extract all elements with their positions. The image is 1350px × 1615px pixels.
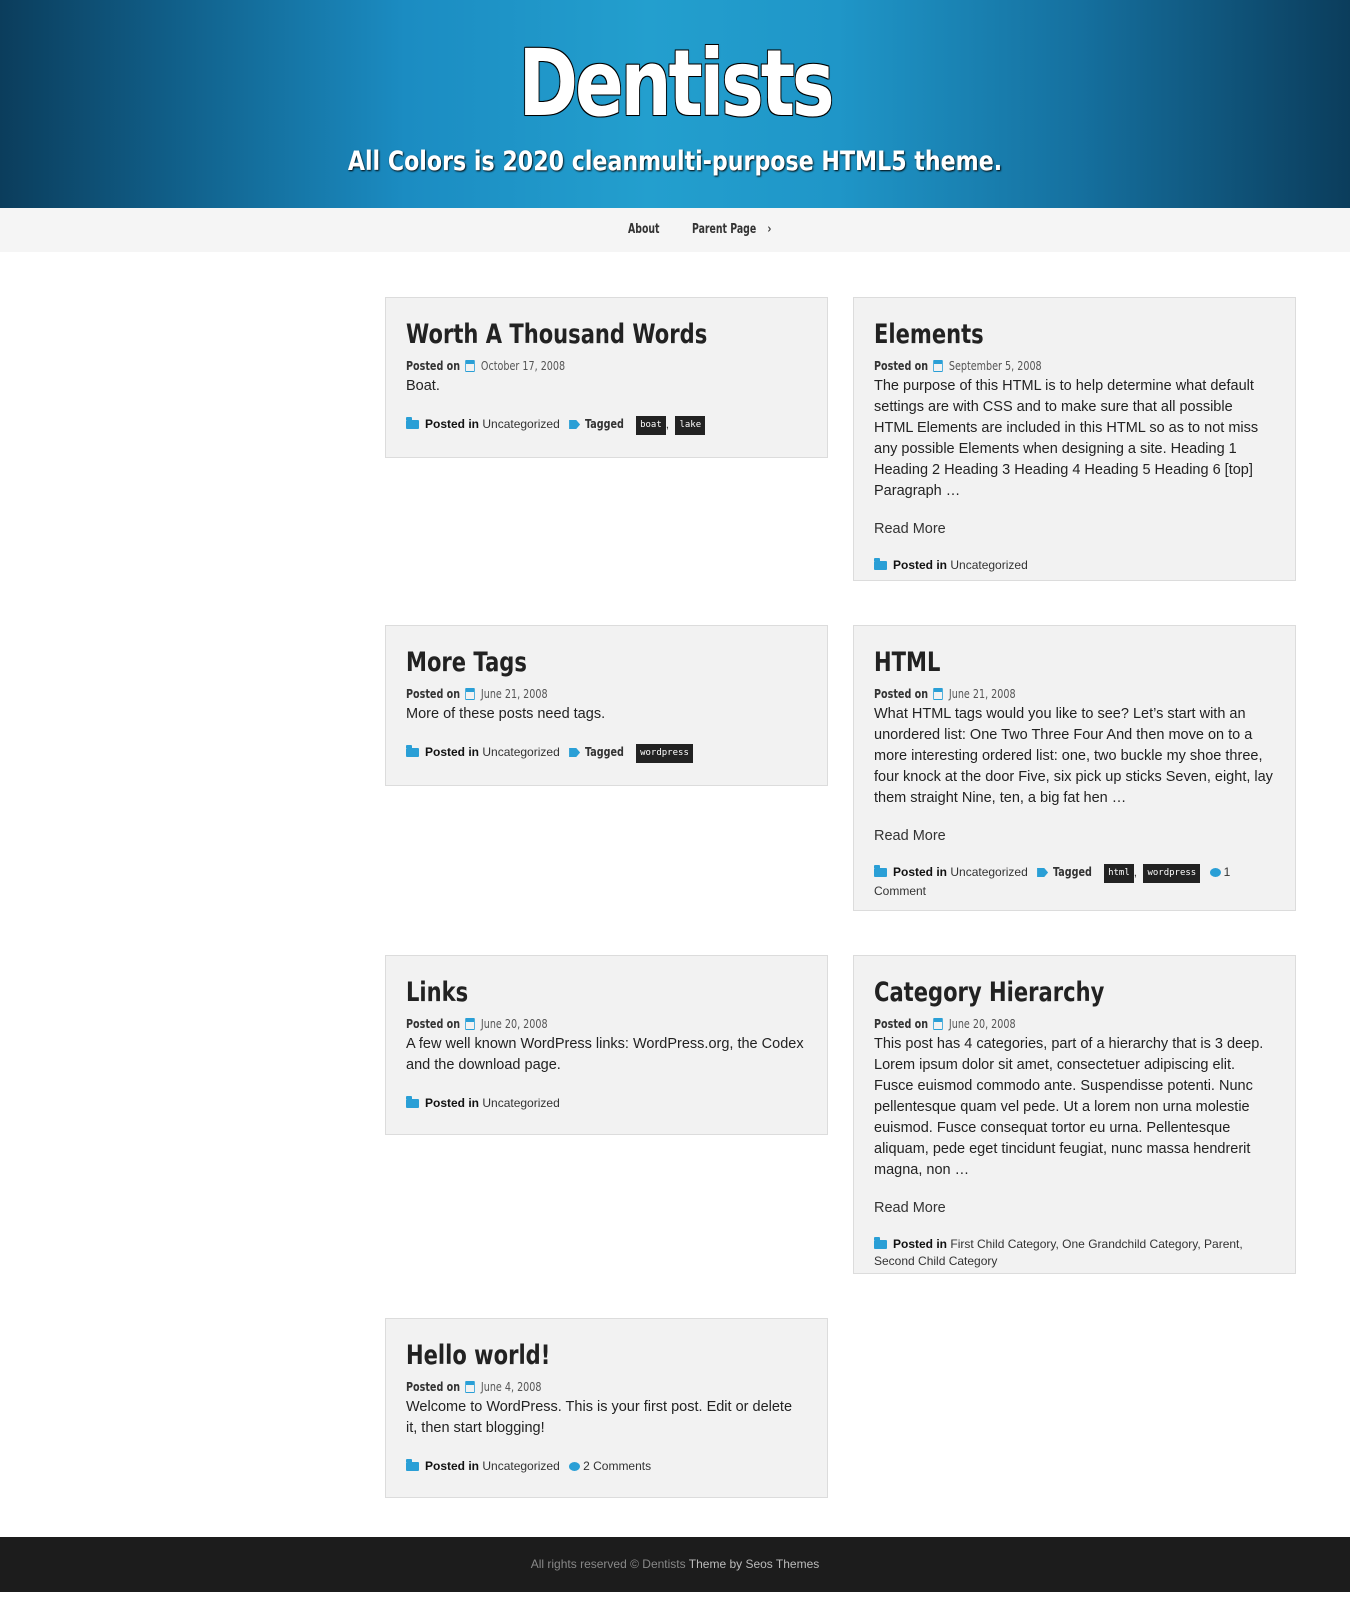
post-card — [385, 955, 828, 1135]
post-footer-meta: Posted in Uncategorized Tagged boat , lake — [406, 416, 807, 435]
comments-link[interactable]: 1 Comment — [874, 865, 1231, 898]
posted-in-label: Posted in — [893, 1237, 948, 1251]
post-title[interactable]: Worth A Thousand Words — [406, 319, 708, 350]
post-date[interactable]: October 17, 2008 — [480, 359, 566, 373]
post-excerpt: A few well known WordPress links: WordPress.org, the Codex and the download page. — [406, 1036, 804, 1073]
tag-link[interactable]: wordpress — [1143, 864, 1200, 883]
tag-link[interactable]: html — [1104, 864, 1134, 883]
category-link[interactable]: Second Child Category — [874, 1254, 998, 1268]
site-footer — [0, 1537, 1350, 1592]
folder-icon — [874, 868, 887, 877]
site-header — [0, 0, 1350, 208]
post-meta — [874, 358, 1195, 374]
read-more-link[interactable]: Read More — [874, 1200, 946, 1216]
post-excerpt: Welcome to WordPress. This is your first post. Edit or delete it, then start blogging! — [406, 1399, 793, 1436]
category-link[interactable]: Uncategorized — [482, 745, 560, 759]
tag-link[interactable]: wordpress — [636, 744, 693, 763]
category-link[interactable]: Uncategorized — [482, 417, 560, 431]
post-meta — [406, 686, 727, 702]
post-title[interactable]: Elements — [874, 319, 984, 350]
post-excerpt: The purpose of this HTML is to help determine what default settings are with CSS and to make sure that all possible HTML Elements are included in this HTML so as to not miss any possible Elements when designing a site. Heading 1 Heading 2 Heading 3 Heading 4 Heading 5 Heading 6 [top] Paragraph … — [874, 378, 1259, 499]
tagged-label: Tagged — [1053, 865, 1093, 879]
post-date[interactable]: September 5, 2008 — [948, 359, 1042, 373]
post-title[interactable]: More Tags — [406, 647, 527, 678]
tagged-label: Tagged — [585, 745, 625, 759]
posted-in-label: Posted in — [893, 558, 948, 572]
post-excerpt: What HTML tags would you like to see? Let’s start with an unordered list: One Two Three Four And then move on to a more interesting ordered list: one, two buckle my shoe three, four knock at the door Five, six pick up sticks Seven, eight, lay them straight Nine, ten, a big fat hen … — [874, 706, 1273, 806]
nav-item-parent-page[interactable] — [692, 222, 771, 237]
tag-link[interactable]: lake — [675, 416, 705, 435]
posted-in-label: Posted in — [425, 417, 480, 431]
calendar-icon — [933, 1018, 943, 1030]
posted-on-label: Posted on — [406, 687, 461, 701]
tag-icon — [569, 420, 580, 429]
tag-icon — [569, 748, 580, 757]
site-title[interactable]: Dentists — [518, 30, 832, 137]
post-footer-meta: Posted in Uncategorized Tagged html , wordpress 1 Comment — [874, 865, 1231, 898]
calendar-icon — [465, 360, 475, 372]
post-meta — [406, 1016, 727, 1032]
post-title[interactable]: Hello world! — [406, 1340, 551, 1371]
post-footer-meta — [874, 557, 1275, 574]
footer-site-link[interactable]: Dentists — [642, 1557, 686, 1571]
comments-link[interactable]: 2 Comments — [583, 1459, 652, 1473]
calendar-icon — [465, 1018, 475, 1030]
post-excerpt: This post has 4 categories, part of a hierarchy that is 3 deep. Lorem ipsum dolor sit amet, consectetuer adipiscing elit. Fusce euismod commodo ante. Suspendisse potenti. Nunc pellentesque quam vel pede. Ut a lorem non urna molestie euismod. Fusce consequat tortor eu urna. Pellentesque aliquam, pede eget tincidunt feugiat, nunc massa hendrerit magna, non … — [874, 1036, 1264, 1178]
read-more-link[interactable]: Read More — [874, 521, 946, 537]
post-card — [385, 625, 828, 786]
folder-icon — [406, 748, 419, 757]
read-more-link[interactable]: Read More — [874, 828, 946, 844]
chevron-right-icon: › — [767, 222, 772, 237]
post-card — [853, 955, 1296, 1274]
post-footer-meta — [406, 1458, 807, 1475]
post-date[interactable]: June 21, 2008 — [480, 687, 548, 701]
category-link[interactable]: First Child Category — [950, 1237, 1056, 1251]
posted-in-label: Posted in — [425, 1096, 480, 1110]
post-footer-meta — [406, 744, 807, 763]
category-link[interactable]: One Grandchild Category — [1062, 1237, 1198, 1251]
post-excerpt: Boat. — [406, 378, 440, 394]
calendar-icon — [933, 360, 943, 372]
category-link[interactable]: Uncategorized — [950, 558, 1028, 572]
post-title[interactable]: Links — [406, 977, 469, 1008]
post-meta — [874, 686, 1195, 702]
tag-link[interactable]: boat — [636, 416, 666, 435]
folder-icon — [874, 1240, 887, 1249]
posted-on-label: Posted on — [874, 687, 929, 701]
posted-in-label: Posted in — [425, 745, 480, 759]
post-card — [385, 1318, 828, 1498]
post-footer-meta: Posted in First Child Category, One Grandchild Category, Parent, Second Child Category — [874, 1237, 1243, 1268]
post-title[interactable]: HTML — [874, 647, 941, 678]
posted-in-label: Posted in — [893, 865, 948, 879]
folder-icon — [406, 420, 419, 429]
calendar-icon — [465, 1381, 475, 1393]
calendar-icon — [465, 688, 475, 700]
post-footer-meta — [406, 1095, 807, 1112]
category-link[interactable]: Parent — [1204, 1237, 1240, 1251]
post-date[interactable]: June 20, 2008 — [480, 1017, 548, 1031]
post-date[interactable]: June 21, 2008 — [948, 687, 1016, 701]
copyright-text: All rights reserved © — [530, 1557, 639, 1571]
category-link[interactable]: Uncategorized — [950, 865, 1028, 879]
site-description: All Colors is 2020 cleanmulti-purpose HTML5 theme. — [347, 146, 1003, 177]
folder-icon — [406, 1462, 419, 1471]
comment-icon — [569, 1462, 580, 1471]
posted-on-label: Posted on — [406, 1017, 461, 1031]
post-title[interactable]: Category Hierarchy — [874, 977, 1105, 1008]
calendar-icon — [933, 688, 943, 700]
nav-item-parent-page-label: Parent Page — [692, 222, 757, 237]
posted-on-label: Posted on — [874, 1017, 929, 1031]
posted-in-label: Posted in — [425, 1459, 480, 1473]
tagged-label: Tagged — [585, 417, 625, 431]
post-card — [853, 625, 1296, 911]
post-card — [385, 297, 828, 458]
comment-icon — [1210, 868, 1221, 877]
folder-icon — [874, 561, 887, 570]
post-meta — [406, 358, 727, 374]
posted-on-label: Posted on — [874, 359, 929, 373]
post-date[interactable]: June 20, 2008 — [948, 1017, 1016, 1031]
post-meta — [406, 1379, 727, 1395]
category-link[interactable]: Uncategorized — [482, 1459, 560, 1473]
folder-icon — [406, 1099, 419, 1108]
posted-on-label: Posted on — [406, 1380, 461, 1394]
post-date[interactable]: June 4, 2008 — [480, 1380, 542, 1394]
post-card — [853, 297, 1296, 581]
nav-item-about[interactable]: About — [628, 222, 660, 237]
post-excerpt: More of these posts need tags. — [406, 706, 606, 722]
category-link[interactable]: Uncategorized — [482, 1096, 560, 1110]
tag-icon — [1037, 868, 1048, 877]
posted-on-label: Posted on — [406, 359, 461, 373]
post-meta — [874, 1016, 1195, 1032]
main-navigation — [0, 208, 1350, 252]
theme-credit-link[interactable]: Theme by Seos Themes — [688, 1557, 820, 1571]
